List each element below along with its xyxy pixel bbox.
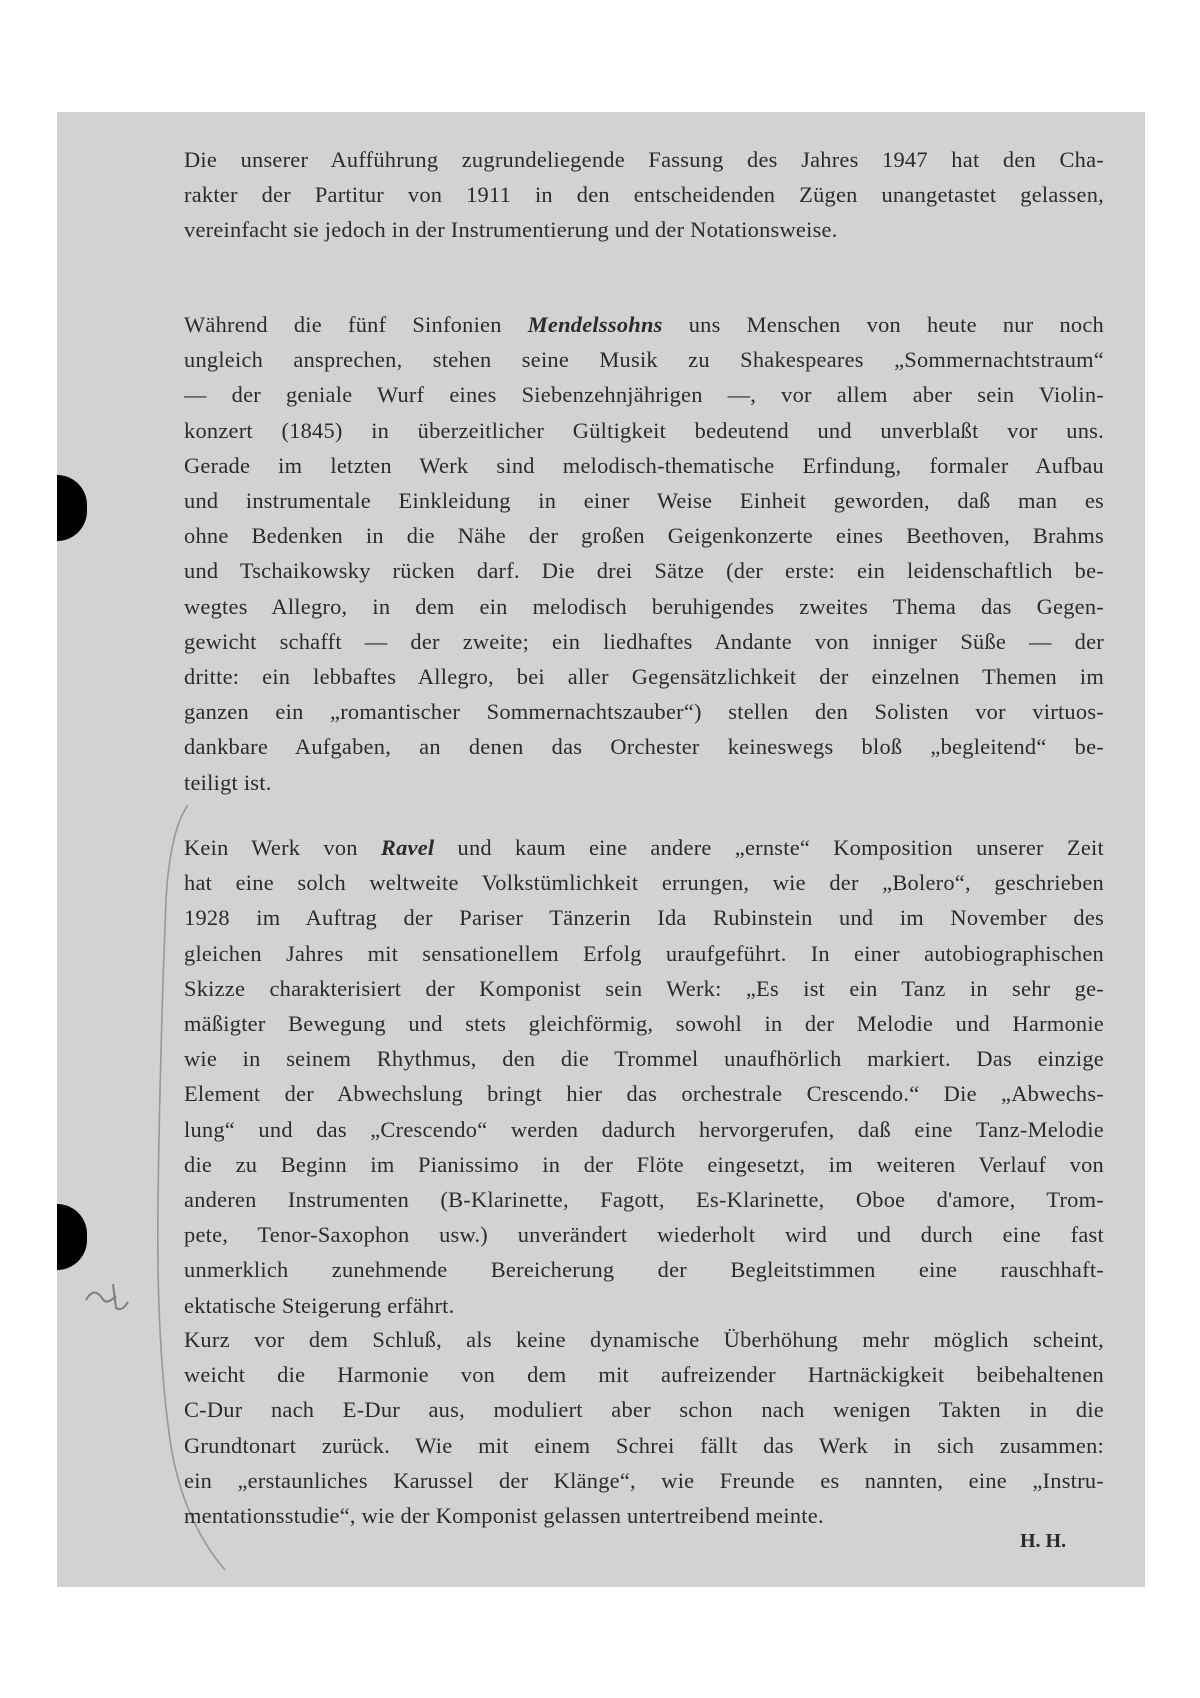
paragraph-4 [184, 1322, 1104, 1533]
text-line: pete, Tenor-Saxophon usw.) unverändert wiederholt wird und durch eine fast [184, 1222, 1104, 1248]
text-run: Während die fünf Sinfonien [184, 312, 528, 337]
text-line: dankbare Aufgaben, an denen das Orchester keineswegs bloß „begleitend“ be- [184, 734, 1104, 760]
text-line: Die unserer Aufführung zugrundeliegende Fassung des Jahres 1947 hat den Cha- [184, 147, 1104, 172]
text-line: mentationsstudie“, wie der Komponist gelassen untertreibend meinte. [184, 1503, 824, 1529]
text-line: Element der Abwechslung bringt hier das orchestrale Crescendo.“ Die „Abwechs- [184, 1081, 1104, 1107]
text-run: und kaum eine andere „ernste“ Komposition unserer Zeit [434, 835, 1104, 860]
text-line: unmerklich zunehmende Bereicherung der Begleitstimmen eine rauschhaft- [184, 1257, 1104, 1283]
text-line: Grundtonart zurück. Wie mit einem Schrei fällt das Werk in sich zusammen: [184, 1432, 1104, 1458]
paragraph-2 [184, 307, 1104, 800]
text-line [184, 830, 1104, 865]
paragraph-3 [184, 830, 1104, 1323]
paragraph-1 [184, 142, 1104, 248]
text-line: und instrumentale Einkleidung in einer Weise Einheit geworden, daß man es [184, 488, 1104, 514]
text-line: 1928 im Auftrag der Pariser Tänzerin Ida Rubinstein und im November des [184, 905, 1104, 931]
text-line: C-Dur nach E-Dur aus, moduliert aber schon nach wenigen Takten in die [184, 1397, 1104, 1423]
author-initials: H. H. [1020, 1530, 1067, 1552]
text-line: ein „erstaunliches Karussel der Klänge“, wie Freunde es nannten, eine „Instru- [184, 1467, 1104, 1493]
text-line: ganzen ein „romantischer Sommernachtszauber“) stellen den Solisten vor virtuos- [184, 699, 1104, 725]
text-run: uns Menschen von heute nur noch [662, 312, 1104, 337]
text-line: lung“ und das „Crescendo“ werden dadurch hervorgerufen, daß eine Tanz-Melodie [184, 1116, 1104, 1142]
text-line [184, 307, 1104, 342]
text-line: weicht die Harmonie von dem mit aufreizender Hartnäckigkeit beibehaltenen [184, 1362, 1104, 1388]
text-line: anderen Instrumenten (B-Klarinette, Fagott, Es-Klarinette, Oboe d'amore, Trom- [184, 1187, 1104, 1213]
text-line: teiligt ist. [184, 769, 272, 795]
text-line: ektatische Steigerung erfährt. [184, 1292, 455, 1318]
text-line: mäßigter Bewegung und stets gleichförmig, sowohl in der Melodie und Harmonie [184, 1011, 1104, 1037]
text-line: und Tschaikowsky rücken darf. Die drei Sätze (der erste: ein leidenschaftlich be- [184, 558, 1104, 584]
text-line: rakter der Partitur von 1911 in den entscheidenden Zügen unangetastet gelassen, [184, 182, 1104, 208]
text-line: dritte: ein lebbaftes Allegro, bei aller Gegensätzlichkeit der einzelnen Themen im [184, 664, 1104, 690]
text-line: die zu Beginn im Pianissimo in der Flöte eingesetzt, im weiteren Verlauf von [184, 1151, 1104, 1177]
composer-name: Mendelssohns [527, 312, 663, 337]
text-line: Skizze charakterisiert der Komponist sein Werk: „Es ist ein Tanz in sehr ge- [184, 975, 1104, 1001]
text-line: ungleich ansprechen, stehen seine Musik zu Shakespeares „Sommernachtstraum“ [184, 347, 1104, 373]
text-line: — der geniale Wurf eines Siebenzehnjährigen —, vor allem aber sein Violin- [184, 382, 1104, 408]
text-line: vereinfacht sie jedoch in der Instrumentierung und der Notationsweise. [184, 217, 838, 243]
text-line: gewicht schafft — der zweite; ein liedhaftes Andante von inniger Süße — der [184, 628, 1104, 654]
text-run: Kein Werk von [184, 835, 381, 860]
text-line: hat eine solch weltweite Volkstümlichkeit errungen, wie der „Bolero“, geschrieben [184, 870, 1104, 896]
text-line: wie in seinem Rhythmus, den die Trommel unaufhörlich markiert. Das einzige [184, 1046, 1104, 1072]
composer-name: Ravel [380, 835, 435, 860]
text-line: gleichen Jahres mit sensationellem Erfolg uraufgeführt. In einer autobiographischen [184, 940, 1104, 966]
text-line: konzert (1845) in überzeitlicher Gültigkeit bedeutend und unverblaßt vor uns. [184, 417, 1104, 443]
text-line: ohne Bedenken in die Nähe der großen Geigenkonzerte eines Beethoven, Brahms [184, 523, 1104, 549]
text-line: Gerade im letzten Werk sind melodisch-thematische Erfindung, formaler Aufbau [184, 452, 1104, 478]
text-line: wegtes Allegro, in dem ein melodisch beruhigendes zweites Thema das Gegen- [184, 593, 1104, 619]
text-line: Kurz vor dem Schluß, als keine dynamische Überhöhung mehr möglich scheint, [184, 1327, 1104, 1352]
